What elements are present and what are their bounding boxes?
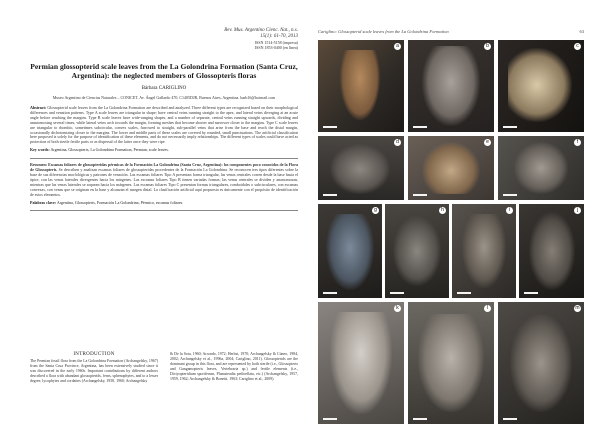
plate-photo-i [452, 204, 516, 298]
running-header [318, 29, 584, 34]
keywords-label: Key words: [30, 147, 50, 153]
journal-name: Rev. Mus. Argentino Cienc. Nat., n.s. [224, 28, 298, 33]
photo-label-j: j [574, 207, 581, 214]
fossil-scale [393, 216, 441, 286]
fossil-scale [529, 212, 575, 290]
running-title: Cariglino: Glossopterid scale leaves from the La Golondrina Formation [318, 29, 449, 34]
photo-label-g: g [372, 207, 379, 214]
scale-bar [503, 194, 517, 196]
section-divider [30, 158, 298, 159]
photo-label-k: k [394, 305, 401, 312]
scale-bar [390, 292, 404, 294]
fossil-scale [330, 144, 390, 194]
fossil-scale [326, 214, 374, 290]
issn-online: ISSN 1853-0400 (en línea) [254, 45, 298, 50]
fossil-scale [462, 214, 506, 288]
issn-print: ISSN 1514-5158 (impresa) [254, 40, 298, 45]
fossil-scale [514, 142, 568, 194]
photo-label-e: e [484, 139, 491, 146]
fossil-scale [330, 312, 392, 414]
column-2 [170, 352, 298, 381]
photo-label-a: a [394, 43, 401, 50]
photo-label-f: f [574, 139, 581, 146]
plate-photo-e [408, 136, 494, 200]
photo-label-m: m [575, 305, 580, 311]
photo-label-i: i [506, 207, 513, 214]
scale-bar [323, 292, 337, 294]
author-affiliation: Museo Argentino de Ciencias Naturales – CONICET. Av. Ángel Gallardo 470, C1405DJR, Buenos Aires, Argentina. barb16@hotmail.com [52, 95, 276, 100]
plate-photo-d [318, 136, 404, 200]
scale-bar [323, 194, 337, 196]
photo-label-c: c [574, 43, 581, 50]
abstract-text: Glossopterid scale leaves from the La Golondrina Formation are described and analyzed. Three different types are recognized based on their morphological differences and venation patterns. Type A scale leaves are triangular in shape; have central veins running straight to the apex, and lateral veins diverging at an acute angle before reaching the margins. Type B scale leaves have wide-ranging shapes, and a number of separate, central veins running straight upwards, dividing and anastomosing several times, while lateral veins arch towards the margin, forming meshes that become shorter and narrower closer to the margins. Type C scale leaves are triangular to rhombic, sometimes subcircular, convex scales, furrowed to straight, sub-parallel veins that arise from the base and reach the distal margin, occasionally dichotomizing closer to the margins. The lower and middle parts of these scales are covered by rounded, small punctuations. The artificial classification here proposed is solely for the purpose of identification of these elements, and do not necessarily imply relationships. The different types of scales could have acted as protection of both sterile fertile parts or as dispersal of the latter once they were ripe. [30, 105, 299, 145]
article-author: Bárbara CARIGLINO [141, 86, 187, 91]
intro-paragraph-2: & De la Sota, 1960; Arrondo, 1972; Herbst, 1970; Archangelsky & Cúneo, 1984, 2002; Archangelsky et al., 1996a, 2004; Cariglino, 2011). Glossopterids are the dominant group in this flora, and are represented by both sterile (i.e., Glossopteris and Gangamopteris leaves, Vertebraria sp.) and fertile elements (i.e., Dictyopteridium sporiferum, Plumsteadia pedicellata, etc.) (Archangelsky, 1957, 1959, 1962; Archangelsky & Bonetti, 1963; Cariglino et al., 2009). [170, 352, 298, 381]
journal-citation [30, 28, 298, 50]
plate-photo-b [408, 40, 494, 132]
abstract-label: Abstract: [30, 105, 47, 110]
intro-paragraph-1: The Permian fossil flora from the La Golondrina Formation (Archangelsky, 1967) from the Santa Cruz Province, Argentina, has been extensively studied since it was discovered in the early 1960s. Important contributions by different authors described a flora with abundant glossopterids, ferns, sphenophytes, and to a lesser degree, lycophytes and cordaites (Archangelsky, 1958, 1960; Archangelsky [30, 359, 158, 383]
resumen-text: Se describen y analizan escamas foliares de glossopteridas procedentes de la Formación La Golondrina. Se reconocen tres tipos diferentes sobre la base de sus diferencias morfológicas y patrones de venación. Las escamas foliares Tipo A presentan forma triangular, las venas centrales corren desde la base hasta el ápice, con las venas laterales divergentes hacia los márgenes. Las escamas foliares Tipo B tienen variadas formas; las venas centrales se dividen y anastomosan, mientras que las venas laterales se arquean hacia los márgenes. Las escamas foliares Tipo C presentan formas triangulares, romboidales o subcirculares, con escamas convexas, con venas que se originan en la base y alcanzan el margen distal. La clasificación artificial aquí propuesta es únicamente con el propósito de identificación de estos elementos. [30, 167, 298, 197]
column-1 [30, 352, 158, 384]
plate-photo-j [519, 204, 584, 298]
plate-photo-g [318, 204, 382, 298]
fossil-scale [508, 48, 572, 122]
scale-bar [323, 418, 337, 420]
fossil-scale [418, 314, 484, 412]
keywords-text: Argentina, Glossopteris, La Golondrina Formation, Permian, scale leaves. [50, 147, 169, 153]
palabras-clave [30, 201, 298, 206]
palabras-label: Palabras clave: [30, 199, 57, 205]
scale-bar [323, 126, 337, 128]
scale-bar [413, 418, 427, 420]
plate-photo-c [498, 40, 584, 132]
plate-photo-m [498, 302, 584, 424]
page-number: 63 [579, 29, 584, 34]
resumen-label: Resumen: [30, 162, 48, 168]
scale-bar [413, 126, 427, 128]
fossil-scale [510, 314, 572, 412]
scale-bar [524, 292, 538, 294]
plate-photo-h [385, 204, 449, 298]
article-title: Permian glossopterid scale leaves from the La Golondrina Formation (Santa Cruz, Argentina): the neglected members of Glossopteris floras [30, 62, 298, 80]
fossil-scale [422, 142, 480, 194]
plate-photo-l [408, 302, 494, 424]
figure-plate [318, 40, 584, 424]
body-columns [30, 352, 298, 422]
photo-label-b: b [484, 43, 491, 50]
intro-heading: INTRODUCTION [73, 352, 115, 357]
palabras-text: Argentina, Glossopteris, Formación La Golondrina, Pérmico, escamas foliares. [56, 199, 184, 205]
left-page [30, 28, 298, 211]
journal-volume: 15(1): 61-70, 2013 [260, 34, 298, 39]
keywords [30, 148, 298, 153]
scale-bar [457, 292, 471, 294]
fossil-scale [340, 50, 380, 120]
plate-photo-f [498, 136, 584, 200]
abstract [30, 106, 298, 145]
scale-bar [503, 418, 517, 420]
section-divider-2 [30, 210, 298, 211]
photo-label-h: h [439, 207, 446, 214]
plate-photo-k [318, 302, 404, 424]
photo-label-d: d [394, 139, 401, 146]
scale-bar [503, 126, 517, 128]
scale-bar [413, 194, 427, 196]
photo-label-l: l [484, 305, 491, 312]
plate-photo-a [318, 40, 404, 132]
fossil-scale [422, 46, 480, 126]
resumen [30, 163, 298, 197]
resumen-title: Escamas foliares de glossopteridas pérmicas de la Formación La Golondrina (Santa Cruz, Argentina): los componentes poco conocidos de la Flora de Glossopteris. [30, 162, 299, 173]
